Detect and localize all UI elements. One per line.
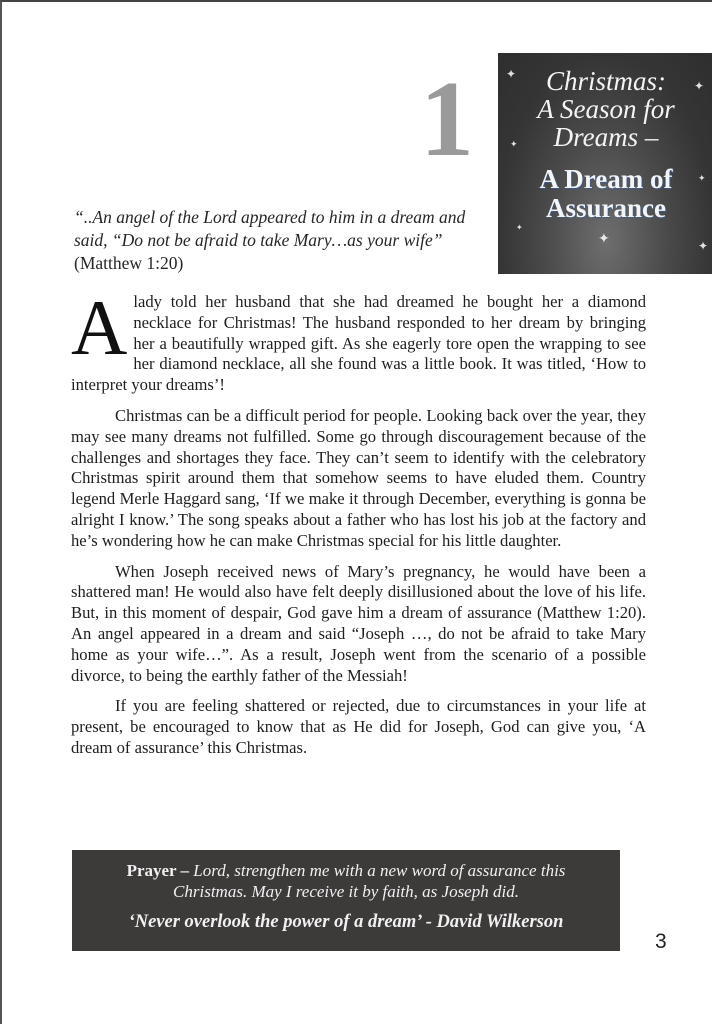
star-icon: ✦ [506, 67, 517, 81]
epigraph-text: “..An angel of the Lord appeared to him in a dream and said, “Do not be afraid to take Mary…as your wife” [74, 207, 466, 250]
prayer-box [72, 850, 620, 951]
star-icon: ✦ [598, 232, 610, 247]
drop-cap: A [71, 284, 128, 371]
prayer-text: Lord, strengthen me with a new word of assurance this Christmas. May I receive it by faith, as Joseph did. [173, 861, 566, 901]
star-icon: ✦ [510, 139, 518, 149]
closing-quote: ‘Never overlook the power of a dream’ - David Wilkerson [128, 912, 564, 932]
star-icon: ✦ [694, 79, 705, 93]
star-icon: ✦ [698, 239, 709, 253]
prayer [72, 860, 620, 902]
epigraph-reference: (Matthew 1:20) [74, 253, 184, 273]
star-icon: ✦ [698, 173, 706, 183]
paragraph-text: lady told her husband that she had dreamed he bought her a diamond necklace for Christmas! The husband responded to her dream by bringing her a beautifully wrapped gift. As she eagerly tore open the wrapping to see her diamond necklace, all she found was a little book. It was titled, ‘How to interpret your dreams’! [71, 292, 646, 395]
paragraph: When Joseph received news of Mary’s pregnancy, he would have been a shattered man! He would also have felt deeply disillusioned about the love of his life. But, in this moment of despair, God gave him a dream of assurance (Matthew 1:20). An angel appeared in a dream and said “Joseph …, do not be afraid to take Mary home as your wife…”. As a result, Joseph went from the scenario of a possible divorce, to being the earthly father of the Messiah! [71, 561, 646, 685]
paragraph: Christmas can be a difficult period for people. Looking back over the year, they may see many dreams not fulfilled. Some go through discouragement because of the challenges and shortages they face. They can’t seem to identify with the celebratory Christmas spirit around them that somehow seems to have eluded them. Country legend Merle Haggard sang, ‘If we make it through December, everything is gonna be alright I know.’ The song speaks about a father who has lost his job at the factory and he’s wondering how he can make Christmas special for his little daughter. [71, 405, 646, 550]
prayer-label: Prayer – [126, 861, 190, 880]
chapter-title-script [498, 67, 712, 151]
title-script-line: Christmas: [545, 66, 667, 96]
chapter-title-banner [498, 53, 712, 274]
title-script-line: Dreams – [553, 122, 659, 152]
epigraph-quote [74, 206, 494, 275]
article-body [71, 284, 646, 769]
page-number: 3 [655, 930, 667, 953]
title-main-line: A Dream of [539, 164, 673, 194]
star-icon: ✦ [516, 223, 523, 232]
chapter-title-main [498, 165, 712, 223]
title-main-line: Assurance [546, 193, 666, 223]
paragraph [71, 284, 646, 396]
title-script-line: A Season for [537, 94, 675, 124]
chapter-number: 1 [420, 60, 474, 179]
paragraph: If you are feeling shattered or rejected, due to circumstances in your life at present, be encouraged to know that as He did for Joseph, God can give you, ‘A dream of assurance’ this Christmas. [71, 696, 646, 757]
